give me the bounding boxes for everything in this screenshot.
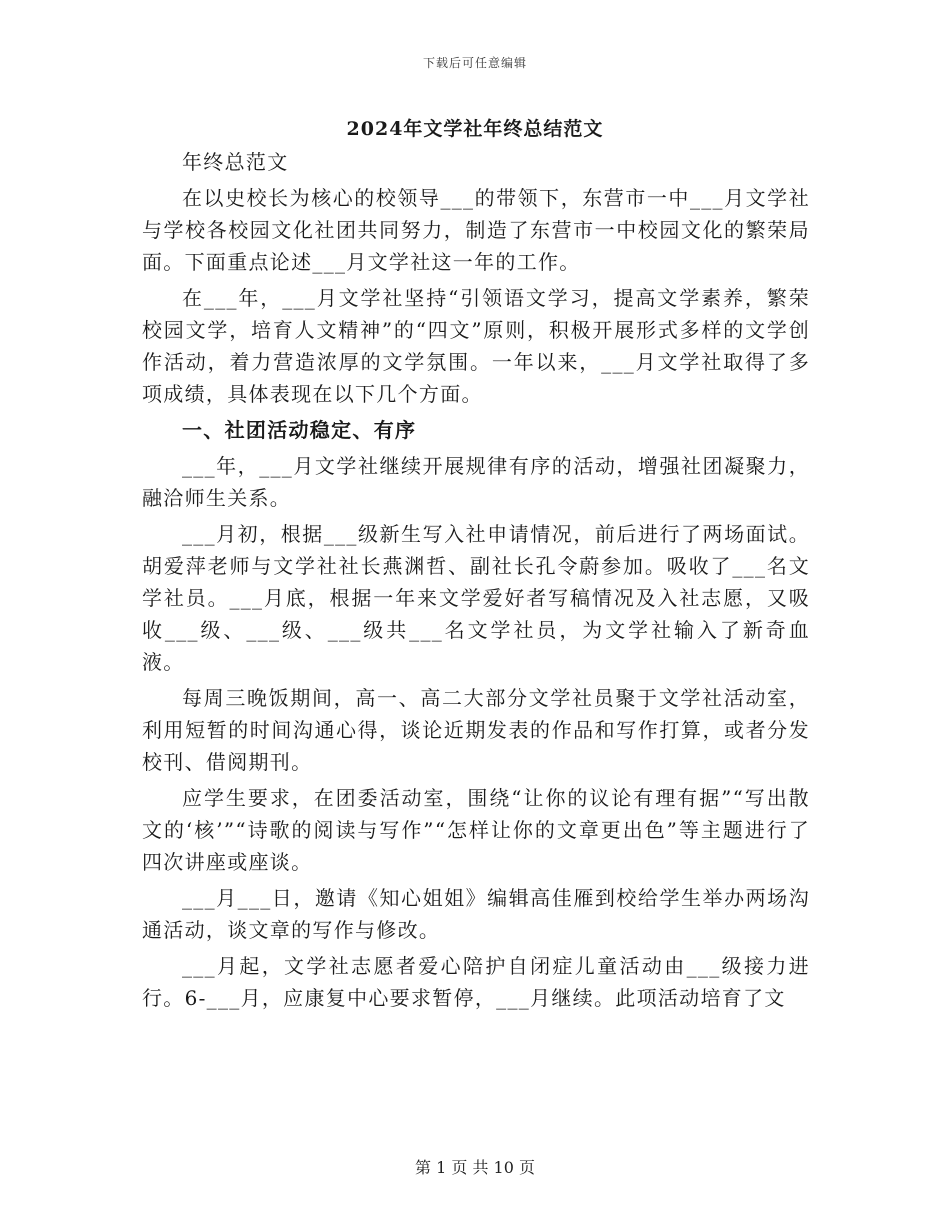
paragraph-recruitment: ___月初，根据___级新生写入社申请情况，前后进行了两场面试。胡爱萍老师与文学社社长燕渊哲、副社长孔令蔚参加。吸收了___名文学社员。___月底，根据一年来文学爱好者写稿情况及入社志愿，又吸收___级、___级、___级共___名文学社员，为文学社输入了新奇血液。: [142, 522, 810, 674]
section-heading: 一、社团活动稳定、有序: [182, 418, 417, 442]
paragraph-principles: 在___年，___月文学社坚持“引领语文学习，提高文学素养，繁荣校园文学，培育人文精神”的“四文”原则，积极开展形式多样的文学创作活动，着力营造浓厚的文学氛围。一年以来，___月文学社取得了多项成绩，具体表现在以下几个方面。: [142, 286, 810, 406]
document-title: 2024年文学社年终总结范文: [346, 118, 604, 140]
paragraph-lectures: 应学生要求，在团委活动室，围绕“让你的议论有理有据”“写出散文的‘核’”“诗歌的阅读与写作”“怎样让你的文章更出色”等主题进行了四次讲座或座谈。: [142, 786, 810, 874]
paragraph-weekly-meeting: 每周三晚饭期间，高一、高二大部分文学社员聚于文学社活动室，利用短暂的时间沟通心得，谈论近期发表的作品和写作打算，或者分发校刊、借阅期刊。: [142, 686, 810, 774]
paragraph-subtitle: 年终总范文: [182, 150, 289, 174]
paragraph-editor-visit: ___月___日，邀请《知心姐姐》编辑高佳雁到校给学生举办两场沟通活动，谈文章的写作与修改。: [142, 886, 810, 942]
page-header-note: 下载后可任意编辑: [422, 56, 527, 70]
paragraph-intro: 在以史校长为核心的校领导___的带领下，东营市一中___月文学社与学校各校园文化社团共同努力，制造了东营市一中校园文化的繁荣局面。下面重点论述___月文学社这一年的工作。: [142, 186, 810, 274]
page-number: 第 1 页 共 10 页: [415, 1158, 535, 1177]
paragraph-volunteer: ___月起，文学社志愿者爱心陪护自闭症儿童活动由___级接力进行。6-___月，应康复中心要求暂停，___月继续。此项活动培育了文: [142, 954, 810, 1010]
paragraph-activities: ___年，___月文学社继续开展规律有序的活动，增强社团凝聚力，融洽师生关系。: [142, 454, 810, 510]
document-body: [142, 146, 810, 1018]
